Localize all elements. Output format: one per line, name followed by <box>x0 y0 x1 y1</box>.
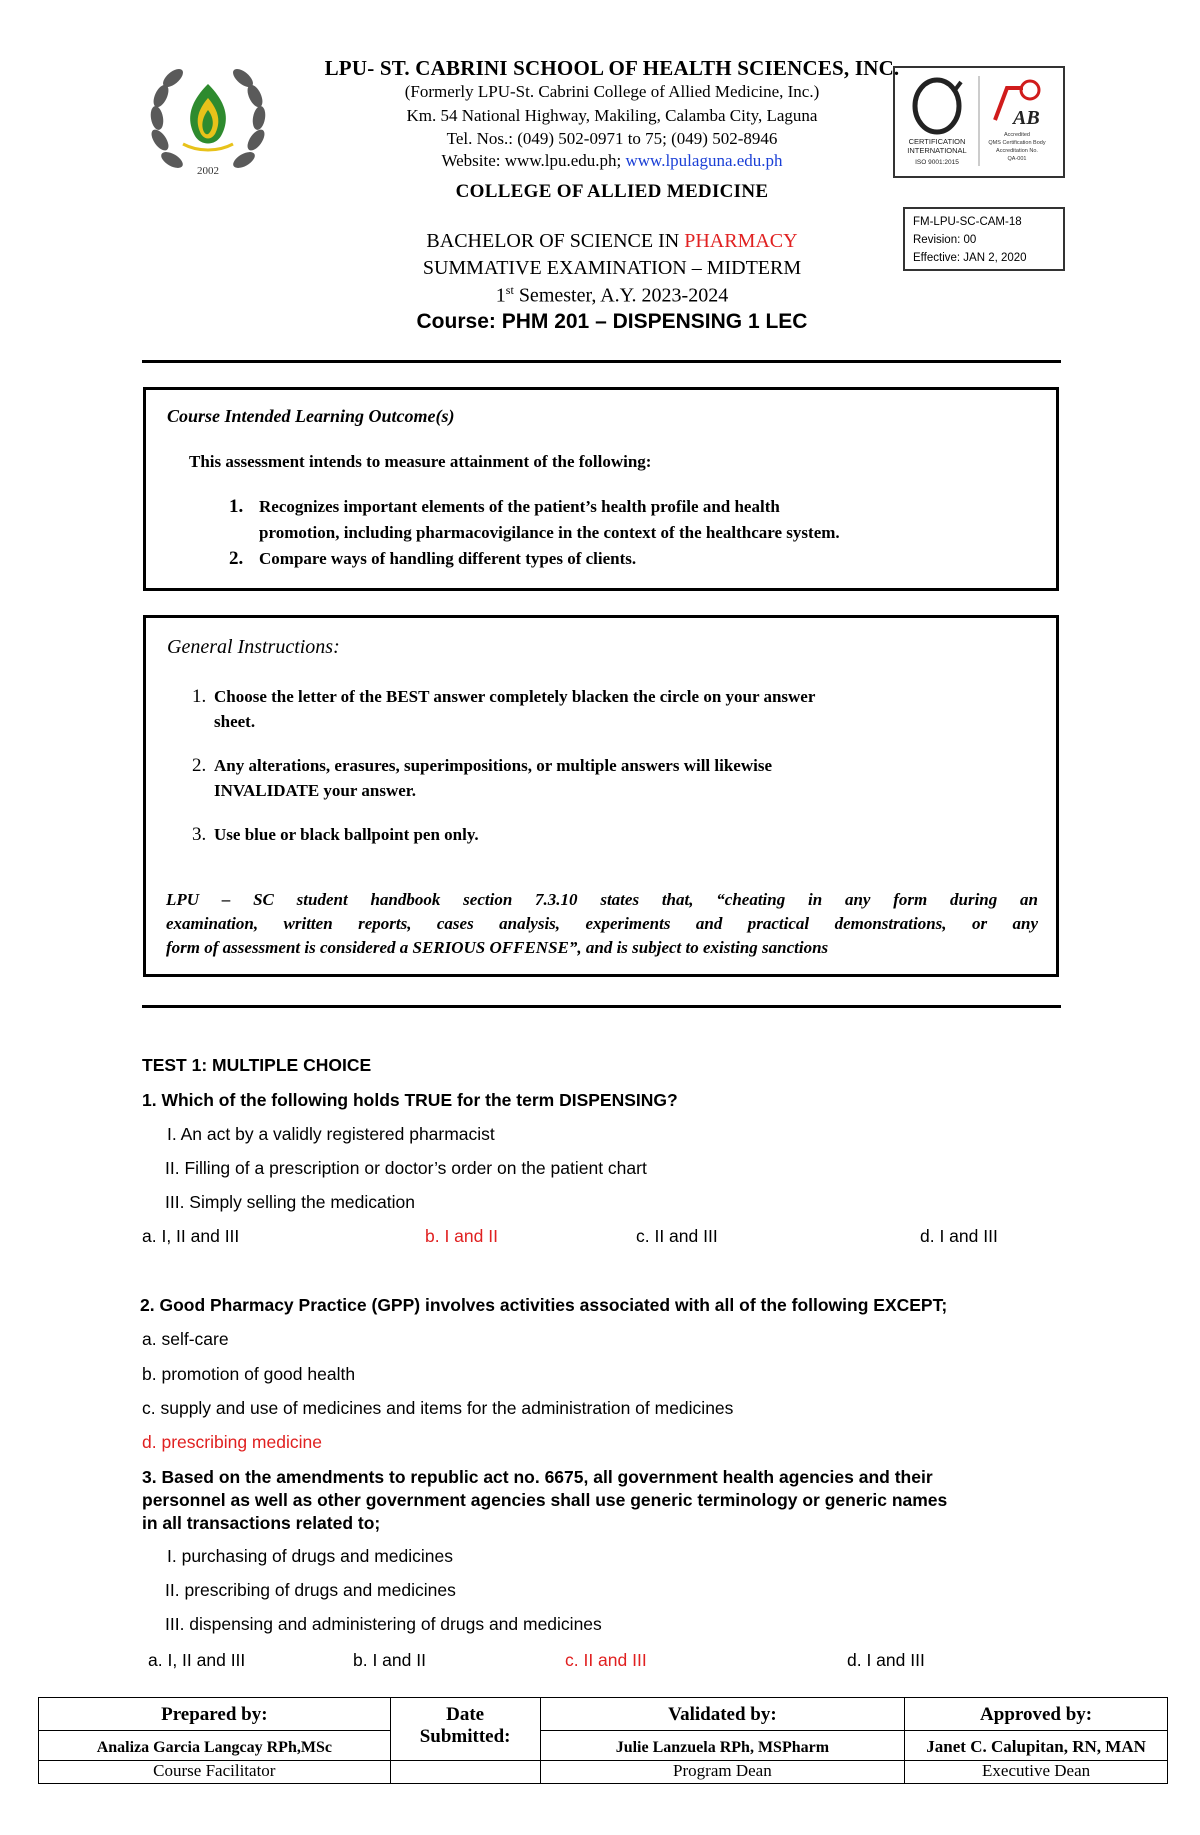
answer-choice: a. I, II and III <box>148 1650 246 1670</box>
answer-choice: d. I and III <box>847 1650 925 1670</box>
svg-text:QMS Certification Body: QMS Certification Body <box>988 140 1046 146</box>
question-statement: I. An act by a validly registered pharmacist <box>167 1124 495 1144</box>
form-effective-date: Effective: JAN 2, 2020 <box>913 252 1027 264</box>
instruction-text: Any alterations, erasures, superimpositions, or multiple answers will likewise <box>214 756 773 775</box>
instruction-text: Choose the letter of the BEST answer completely blacken the circle on your answer <box>214 687 816 706</box>
exam-title: SUMMATIVE EXAMINATION – MIDTERM <box>422 257 802 279</box>
svg-text:CERTIFICATION: CERTIFICATION <box>908 137 966 146</box>
clo-text-continued: promotion, including pharmacovigilance in the context of the healthcare system. <box>259 523 840 542</box>
clo-text: Recognizes important elements of the patient’s health profile and health <box>259 497 780 516</box>
prepared-by-role: Course Facilitator <box>39 1761 391 1784</box>
clo-text: Compare ways of handling different types of clients. <box>259 549 637 568</box>
handbook-note <box>166 888 1038 960</box>
instruction-item <box>192 822 1032 847</box>
handbook-note-line: form of assessment is considered a SERIOUS OFFENSE”, and is subject to existing sanctions <box>166 938 829 957</box>
semester-suffix: st <box>505 283 514 297</box>
answer-choice: a. self-care <box>142 1329 229 1349</box>
certification-logos <box>893 66 1065 178</box>
question-statement: II. prescribing of drugs and medicines <box>165 1580 456 1600</box>
school-telephone: Tel. Nos.: (049) 502-0971 to 75; (049) 502-8946 <box>446 129 778 148</box>
learning-outcomes-box <box>143 387 1059 591</box>
answer-choice: c. II and III <box>636 1226 718 1246</box>
school-logo <box>143 56 273 186</box>
laurel-logo-icon <box>143 56 273 186</box>
date-label: Date <box>446 1704 485 1725</box>
validated-by-role: Program Dean <box>540 1761 905 1784</box>
prepared-by-name: Analiza Garcia Langcay RPh,MSc <box>39 1731 391 1761</box>
svg-text:Accreditation No.: Accreditation No. <box>996 148 1038 154</box>
date-submitted-cell <box>390 1698 540 1761</box>
handbook-note-line: LPU – SC student handbook section 7.3.10 states that, “cheating in any form during an <box>166 890 1038 909</box>
approved-by-label: Approved by: <box>905 1698 1168 1731</box>
form-code: FM-LPU-SC-CAM-18 <box>913 216 1022 228</box>
program-highlight: PHARMACY <box>684 230 798 252</box>
instruction-number: 2. <box>192 755 207 776</box>
date-submitted-value <box>390 1761 540 1784</box>
clo-intro: This assessment intends to measure attainment of the following: <box>189 452 652 471</box>
semester-text: Semester, A.Y. 2023-2024 <box>513 284 729 307</box>
svg-text:QA-001: QA-001 <box>1007 156 1027 162</box>
instruction-text: Use blue or black ballpoint pen only. <box>214 825 479 844</box>
question-stem: 1. Which of the following holds TRUE for the term DISPENSING? <box>142 1090 678 1110</box>
instruction-number: 3. <box>192 824 207 845</box>
semester-number: 1 <box>495 284 506 307</box>
approved-by-role: Executive Dean <box>905 1761 1168 1784</box>
submitted-label: Submitted: <box>419 1726 511 1747</box>
question-statement: II. Filling of a prescription or doctor’s order on the patient chart <box>165 1158 647 1178</box>
svg-text:AB: AB <box>1013 107 1040 129</box>
answer-choice: b. I and II <box>353 1650 426 1670</box>
question-stem-line: in all transactions related to; <box>142 1513 381 1533</box>
answer-choice-correct: d. prescribing medicine <box>142 1432 322 1452</box>
approved-by-name: Janet C. Calupitan, RN, MAN <box>905 1731 1168 1761</box>
answer-choice-correct: b. I and II <box>425 1226 498 1246</box>
answer-choice-correct: c. II and III <box>565 1650 647 1670</box>
website-label: Website: www.lpu.edu.ph; <box>441 151 626 170</box>
test-title: TEST 1: MULTIPLE CHOICE <box>142 1055 372 1075</box>
clo-number: 2. <box>229 548 244 569</box>
iso-pab-certification-icon <box>895 68 1059 172</box>
school-name: LPU- ST. CABRINI SCHOOL OF HEALTH SCIENCES, INC. <box>324 56 900 80</box>
college-name: COLLEGE OF ALLIED MEDICINE <box>455 181 769 202</box>
svg-text:Accredited: Accredited <box>1004 132 1030 138</box>
answer-choice: d. I and III <box>920 1226 998 1246</box>
semester <box>282 283 942 308</box>
question-stem: 2. Good Pharmacy Practice (GPP) involves activities associated with all of the following EXCEPT; <box>140 1295 948 1315</box>
answer-choice: a. I, II and III <box>142 1226 240 1246</box>
instruction-number: 1. <box>192 686 207 707</box>
signature-table <box>38 1697 1168 1784</box>
program-prefix: BACHELOR OF SCIENCE IN <box>426 230 685 252</box>
course-title: Course: PHM 201 – DISPENSING 1 LEC <box>416 310 808 333</box>
instruction-item <box>192 684 1032 734</box>
prepared-by-label: Prepared by: <box>39 1698 391 1731</box>
answer-choice: c. supply and use of medicines and items for the administration of medicines <box>142 1398 734 1418</box>
clo-item <box>229 494 1029 546</box>
question-stem <box>142 1466 1062 1535</box>
question-statement: I. purchasing of drugs and medicines <box>167 1546 453 1566</box>
answer-choice: b. promotion of good health <box>142 1364 356 1384</box>
program-title <box>282 230 942 253</box>
validated-by-label: Validated by: <box>540 1698 905 1731</box>
clo-item <box>229 546 636 572</box>
question-statement: III. Simply selling the medication <box>165 1192 415 1212</box>
instructions-divider <box>142 1005 1061 1008</box>
validated-by-name: Julie Lanzuela RPh, MSPharm <box>540 1731 905 1761</box>
question-statement: III. dispensing and administering of drugs and medicines <box>165 1614 602 1634</box>
school-address: Km. 54 National Highway, Makiling, Calamba City, Laguna <box>406 106 818 125</box>
handbook-note-line: examination, written reports, cases analysis, experiments and practical demonstrations, or any <box>166 914 1038 933</box>
instruction-text-continued: INVALIDATE your answer. <box>214 781 416 800</box>
website-link[interactable]: www.lpulaguna.edu.ph <box>625 151 783 170</box>
form-revision: Revision: 00 <box>913 234 977 246</box>
instructions-title: General Instructions: <box>167 636 340 658</box>
clo-title: Course Intended Learning Outcome(s) <box>167 406 455 426</box>
clo-number: 1. <box>229 496 244 517</box>
question-stem-line: personnel as well as other government agencies shall use generic terminology or generic names <box>142 1490 948 1510</box>
header-divider <box>142 360 1061 363</box>
svg-text:2002: 2002 <box>197 165 219 177</box>
instruction-text-continued: sheet. <box>214 712 256 731</box>
school-website <box>282 151 942 171</box>
question-stem-line: 3. Based on the amendments to republic act no. 6675, all government health agencies and their <box>142 1467 933 1487</box>
instruction-item <box>192 753 1032 803</box>
school-former-name: (Formerly LPU-St. Cabrini College of Allied Medicine, Inc.) <box>404 82 820 101</box>
svg-text:ISO 9001:2015: ISO 9001:2015 <box>915 159 959 166</box>
svg-text:INTERNATIONAL: INTERNATIONAL <box>907 146 967 155</box>
general-instructions-box <box>143 615 1059 977</box>
